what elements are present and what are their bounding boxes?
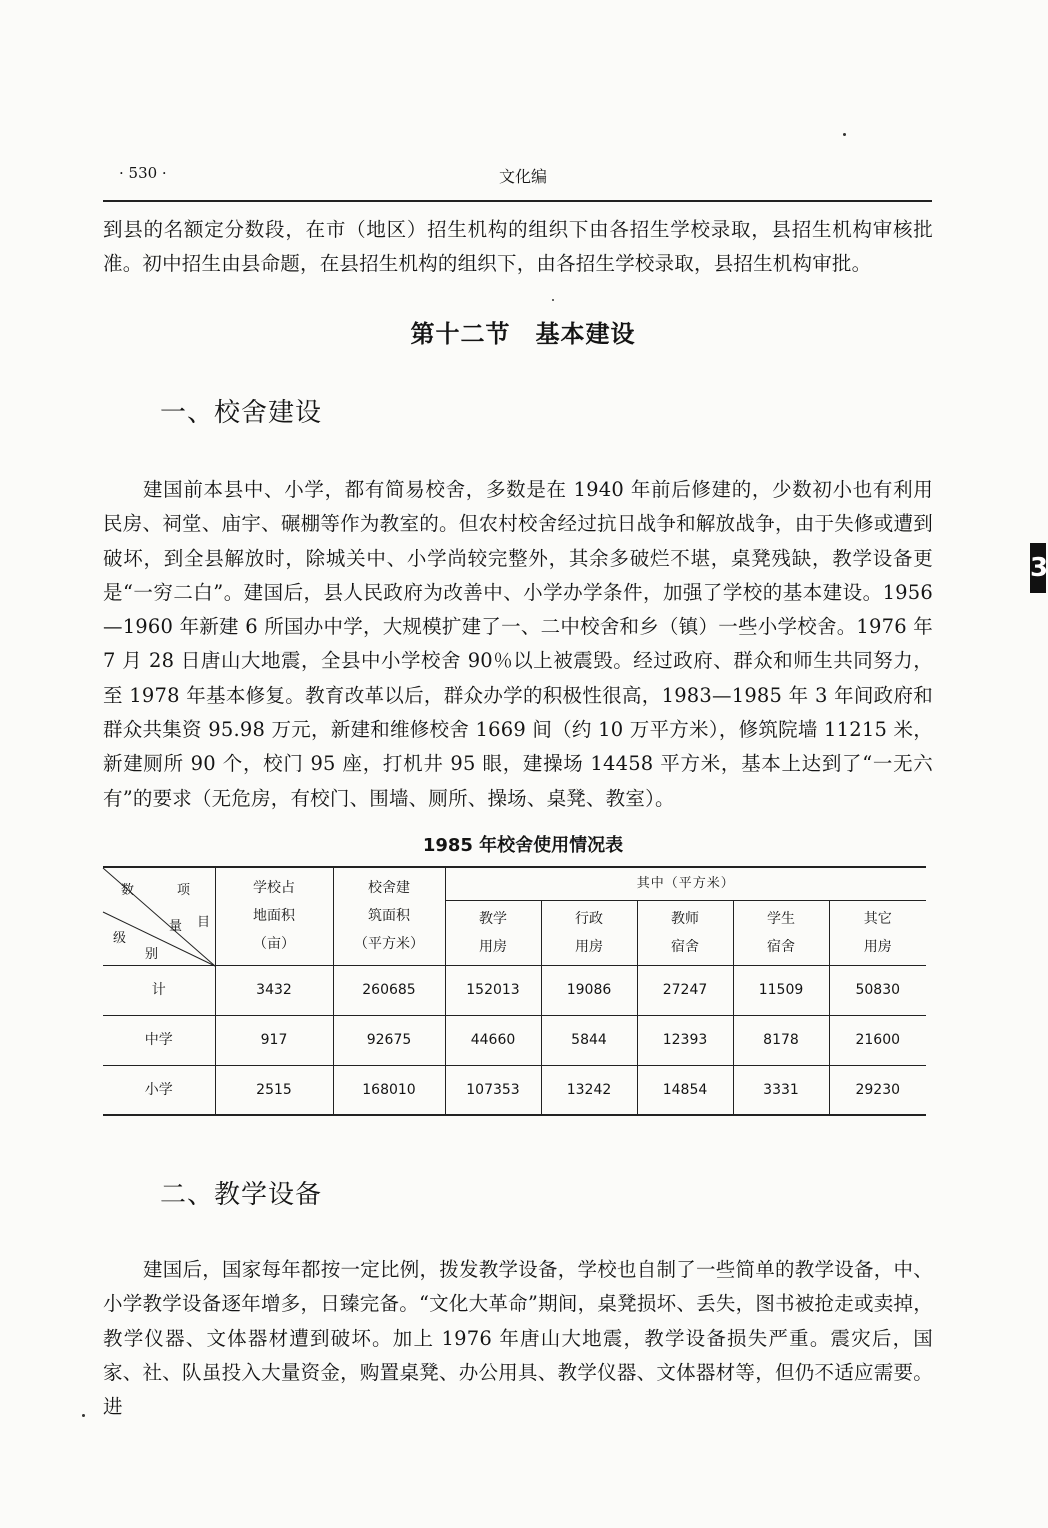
column-group-header: 其中（平方米） (445, 867, 926, 900)
row-label: 计 (103, 965, 215, 1015)
corner-label: 目 (197, 915, 211, 930)
column-header-building-area: 校舍建 筑面积 （平方米） (333, 867, 445, 965)
table-cell: 8178 (733, 1015, 829, 1065)
school-building-table (103, 866, 926, 1116)
table-row (103, 1015, 926, 1065)
table-cell: 168010 (333, 1065, 445, 1115)
table-cell: 29230 (829, 1065, 926, 1115)
table-cell: 152013 (445, 965, 541, 1015)
table-cell: 21600 (829, 1015, 926, 1065)
column-header-teacher-dorms: 教师 宿舍 (637, 900, 733, 965)
scan-speck (82, 1414, 85, 1417)
table-title: 1985 年校舍使用情况表 (422, 835, 624, 856)
table-corner-header (103, 867, 215, 965)
table-cell: 12393 (637, 1015, 733, 1065)
table-cell: 5844 (541, 1015, 637, 1065)
column-header-admin-rooms: 行政 用房 (541, 900, 637, 965)
table-cell: 92675 (333, 1015, 445, 1065)
subsection-title-school-buildings: 一、校舍建设 (160, 398, 323, 428)
table-cell: 19086 (541, 965, 637, 1015)
chapter-thumb-tab: 3 (1030, 543, 1046, 593)
corner-label: 别 (145, 947, 159, 962)
table-cell: 11509 (733, 965, 829, 1015)
table-cell: 2515 (215, 1065, 333, 1115)
column-header-other-rooms: 其它 用房 (829, 900, 926, 965)
subsection-title-teaching-equipment: 二、教学设备 (160, 1180, 323, 1210)
table-cell: 3432 (215, 965, 333, 1015)
row-label: 小学 (103, 1065, 215, 1115)
column-header-land-area: 学校占 地面积 （亩） (215, 867, 333, 965)
school-buildings-paragraph: 建国前本县中、小学，都有简易校舍，多数是在 1940 年前后修建的，少数初小也有利用民房、祠堂、庙宇、碾棚等作为教室的。但农村校舍经过抗日战争和解放战争，由于失修或遭到破坏，到全县解放时，除城关中、小学尚较完整外，其余多破烂不堪，桌凳残缺，教学设备更是“一穷二白”。建国后，县人民政府为改善中、小学办学条件，加强了学校的基本建设。1956—1960 年新建 6 所国办中学，大规模扩建了一、二中校舍和乡（镇）一些小学校舍。1976 年 7 月 28 日唐山大地震，全县中小学校舍 90％以上被震毁。经过政府、群众和师生共同努力，至 1978 年基本修复。教育改革以后，群众办学的积极性很高，1983—1985 年 3 年间政府和群众共集资 95.98 万元，新建和维修校舍 1669 间（约 10 万平方米），修筑院墙 11215 米，新建厕所 90 个，校门 95 座，打机井 95 眼，建操场 14458 平方米，基本上达到了“一无六有”的要求（无危房，有校门、围墙、厕所、操场、桌凳、教室）。 (103, 478, 933, 810)
running-title: 文化编 (499, 167, 548, 186)
table-cell: 14854 (637, 1065, 733, 1115)
column-header-teaching-rooms: 教学 用房 (445, 900, 541, 965)
table-cell: 107353 (445, 1065, 541, 1115)
scan-speck (552, 299, 554, 301)
corner-label: 量 (169, 919, 183, 934)
intro-paragraph: 到县的名额定分数段，在市（地区）招生机构的组织下由各招生学校录取，县招生机构审核批准。初中招生由县命题，在县招生机构的组织下，由各招生学校录取，县招生机构审批。 (103, 218, 933, 276)
table-cell: 27247 (637, 965, 733, 1015)
page-number: · 530 · (119, 164, 167, 182)
scan-speck (843, 133, 846, 136)
table-row (103, 965, 926, 1015)
column-header-student-dorms: 学生 宿舍 (733, 900, 829, 965)
table-cell: 50830 (829, 965, 926, 1015)
table-cell: 44660 (445, 1015, 541, 1065)
page-header (103, 162, 932, 202)
corner-label: 级 (113, 931, 127, 946)
teaching-equipment-paragraph: 建国后，国家每年都按一定比例，拨发教学设备，学校也自制了一些简单的教学设备，中、小学教学设备逐年增多，日臻完备。“文化大革命”期间，桌凳损坏、丢失，图书被抢走或卖掉，教学仪器、文体器材遭到破坏。加上 1976 年唐山大地震，教学设备损失严重。震灾后，国家、社、队虽投入大量资金，购置桌凳、办公用具、教学仪器、文体器材等，但仍不适应需要。进 (103, 1258, 933, 1419)
corner-label: 项 (177, 883, 191, 898)
table-cell: 260685 (333, 965, 445, 1015)
table-cell: 13242 (541, 1065, 637, 1115)
row-label: 中学 (103, 1015, 215, 1065)
corner-label: 数 (121, 883, 135, 898)
table-row (103, 1065, 926, 1115)
table-cell: 3331 (733, 1065, 829, 1115)
section-title: 第十二节 基本建设 (410, 320, 636, 348)
table-cell: 917 (215, 1015, 333, 1065)
